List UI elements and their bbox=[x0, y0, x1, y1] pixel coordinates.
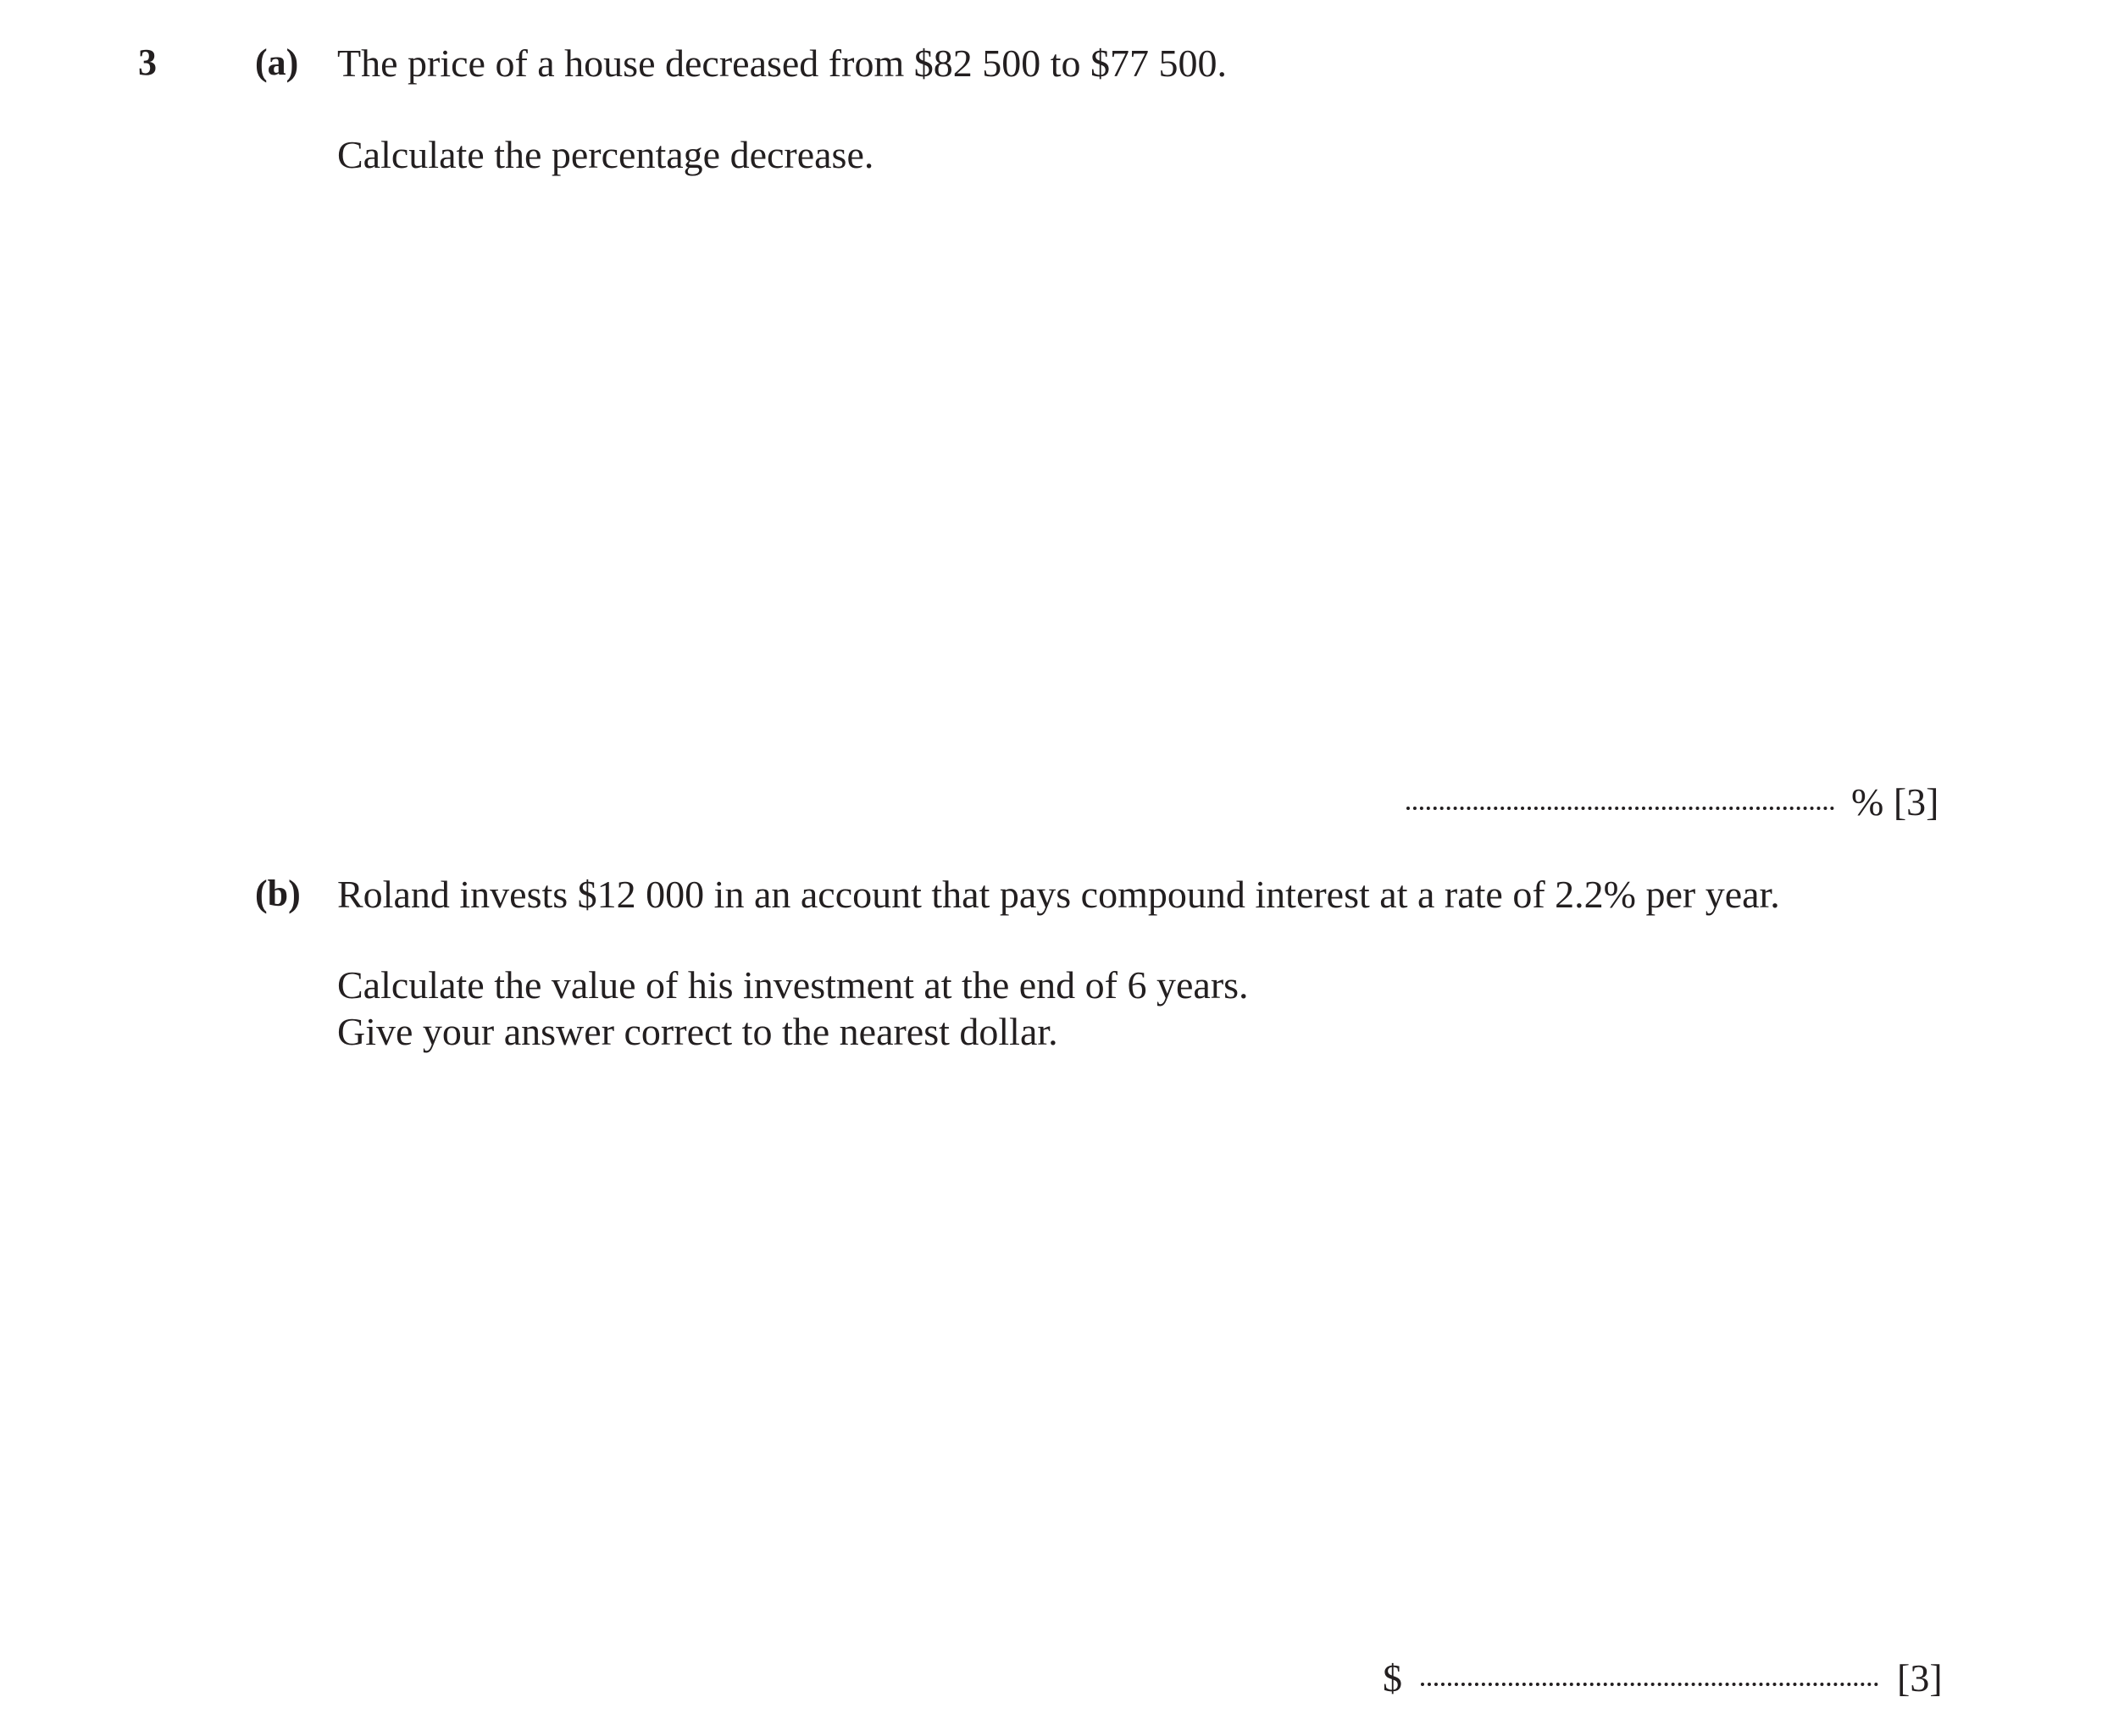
part-a-answer-line[interactable] bbox=[1406, 780, 1939, 824]
part-b-statement: Roland invests $12 000 in an account that pays compound interest at a rate of 2.2% per year. bbox=[337, 873, 1780, 916]
question-number: 3 bbox=[138, 42, 157, 83]
part-a-statement: The price of a house decreased from $82 500 to $77 500. bbox=[337, 42, 1228, 85]
answer-dots[interactable] bbox=[1406, 807, 1834, 810]
part-b-instruction-2: Give your answer correct to the nearest dollar. bbox=[337, 1010, 1058, 1053]
part-a-instruction: Calculate the percentage decrease. bbox=[337, 133, 874, 176]
part-a-answer-suffix: % [3] bbox=[1851, 780, 1939, 824]
part-b-label: (b) bbox=[255, 873, 301, 914]
part-b-answer-prefix: $ bbox=[1383, 1656, 1402, 1700]
part-a-label: (a) bbox=[255, 42, 299, 83]
answer-dots[interactable] bbox=[1421, 1683, 1878, 1686]
part-b-answer-line[interactable] bbox=[1383, 1656, 1943, 1700]
part-b-instruction-1: Calculate the value of his investment at the end of 6 years. bbox=[337, 963, 1249, 1007]
part-b-answer-marks: [3] bbox=[1897, 1656, 1943, 1700]
